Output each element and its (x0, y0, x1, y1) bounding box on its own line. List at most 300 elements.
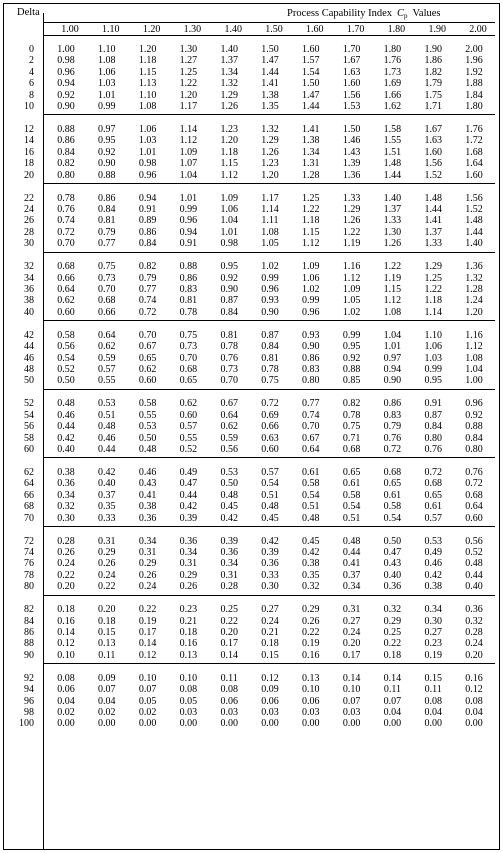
value-cell: 1.06 (98, 66, 116, 78)
value-cell: 1.01 (179, 192, 198, 204)
table-row (4, 638, 499, 649)
value-cell: 0.03 (179, 706, 198, 718)
table-row (4, 307, 499, 318)
table-row (4, 718, 499, 729)
value-cell: 0.08 (465, 695, 483, 707)
value-cell: 0.84 (220, 306, 238, 318)
value-cell: 1.15 (138, 66, 157, 78)
value-cell: 0.10 (342, 684, 361, 696)
delta-cell: 14 (24, 135, 34, 147)
value-cell: 0.95 (220, 261, 238, 273)
column-header: 1.90 (428, 24, 446, 35)
value-cell: 1.18 (302, 215, 320, 227)
value-cell: 0.33 (98, 512, 116, 524)
value-cell: 1.02 (302, 283, 320, 295)
value-cell: 0.38 (57, 467, 75, 478)
value-cell: 0.48 (57, 398, 75, 410)
value-cell: 0.19 (302, 638, 320, 650)
value-cell: 0.10 (57, 649, 75, 661)
value-cell: 0.44 (465, 569, 483, 581)
value-cell: 0.18 (261, 638, 279, 650)
value-cell: 0.24 (98, 569, 116, 581)
value-cell: 0.73 (98, 272, 116, 284)
value-cell: 0.78 (220, 341, 238, 353)
value-cell: 1.55 (383, 135, 402, 147)
value-cell: 0.99 (98, 101, 116, 112)
value-cell: 0.38 (424, 581, 442, 593)
value-cell: 0.47 (383, 546, 402, 558)
value-cell: 0.40 (383, 569, 402, 581)
value-cell: 0.76 (383, 432, 402, 444)
value-cell: 0.21 (261, 626, 279, 638)
delta-cell: 50 (24, 375, 34, 387)
value-cell: 0.44 (342, 546, 361, 558)
value-cell: 0.54 (342, 501, 361, 513)
value-cell: 0.90 (98, 158, 116, 170)
value-cell: 0.68 (57, 261, 75, 273)
value-cell: 0.59 (98, 352, 116, 364)
delta-cell: 34 (24, 272, 34, 284)
value-cell: 0.47 (179, 478, 198, 490)
value-cell: 0.34 (220, 558, 238, 570)
value-cell: 1.32 (220, 78, 238, 90)
delta-cell: 46 (24, 352, 34, 364)
value-cell: 0.83 (383, 409, 402, 421)
value-cell: 0.14 (138, 638, 157, 650)
value-cell: 0.22 (302, 626, 320, 638)
value-cell: 0.20 (342, 638, 361, 650)
value-cell: 0.79 (138, 272, 157, 284)
value-cell: 0.92 (220, 272, 238, 284)
value-cell: 0.57 (424, 512, 442, 524)
value-cell: 0.42 (261, 535, 279, 547)
value-cell: 1.63 (424, 135, 442, 147)
table-row (4, 444, 499, 455)
table-row (4, 684, 499, 695)
value-cell: 1.60 (465, 169, 483, 181)
value-cell: 0.35 (302, 569, 320, 581)
value-cell: 0.36 (465, 604, 483, 616)
table-row (4, 158, 499, 169)
value-cell: 1.57 (302, 55, 320, 67)
value-cell: 0.36 (383, 581, 402, 593)
value-cell: 0.36 (179, 535, 198, 547)
value-cell: 0.00 (424, 718, 442, 730)
value-cell: 0.70 (57, 238, 75, 250)
value-cell: 0.76 (57, 203, 75, 215)
value-cell: 0.92 (465, 409, 483, 421)
value-cell: 0.81 (220, 329, 238, 341)
value-cell: 0.18 (383, 649, 402, 661)
value-cell: 0.98 (220, 238, 238, 250)
value-cell: 0.75 (179, 329, 198, 341)
delta-cell: 54 (24, 409, 34, 421)
value-cell: 1.34 (302, 146, 320, 158)
value-cell: 0.18 (57, 604, 75, 616)
value-cell: 0.10 (179, 672, 198, 684)
value-cell: 1.67 (342, 55, 361, 67)
value-cell: 0.78 (261, 363, 279, 375)
value-cell: 1.23 (261, 158, 279, 170)
table-row (4, 558, 499, 569)
value-cell: 0.30 (57, 512, 75, 524)
value-cell: 1.51 (383, 146, 402, 158)
value-cell: 0.37 (342, 569, 361, 581)
value-cell: 0.66 (98, 306, 116, 318)
group-separator (44, 663, 495, 664)
delta-cell: 40 (24, 306, 34, 318)
delta-cell: 92 (24, 672, 34, 684)
value-cell: 1.54 (302, 66, 320, 78)
value-cell: 1.09 (179, 146, 198, 158)
value-cell: 0.31 (179, 558, 198, 570)
value-cell: 1.06 (138, 124, 157, 135)
value-cell: 0.96 (138, 169, 157, 181)
delta-cell: 16 (24, 146, 34, 158)
value-cell: 0.62 (220, 421, 238, 433)
value-cell: 1.60 (302, 44, 320, 55)
value-cell: 1.18 (138, 55, 157, 67)
value-cell: 1.29 (424, 261, 442, 273)
value-cell: 0.09 (261, 684, 279, 696)
value-cell: 1.00 (465, 375, 483, 387)
value-cell: 1.88 (465, 78, 483, 90)
value-cell: 0.46 (57, 409, 75, 421)
value-cell: 0.12 (138, 649, 157, 661)
value-cell: 1.52 (424, 169, 442, 181)
value-cell: 1.17 (261, 192, 279, 204)
value-cell: 0.10 (138, 672, 157, 684)
value-cell: 0.91 (138, 203, 157, 215)
value-cell: 0.36 (220, 546, 238, 558)
value-cell: 0.48 (465, 558, 483, 570)
value-cell: 0.49 (424, 546, 442, 558)
header-rule-bottom (44, 35, 495, 36)
value-cell: 0.51 (302, 501, 320, 513)
value-cell: 0.48 (98, 421, 116, 433)
table-row (4, 627, 499, 638)
value-cell: 1.56 (342, 89, 361, 101)
value-cell: 1.12 (179, 135, 198, 147)
value-cell: 0.62 (138, 363, 157, 375)
delta-cell: 44 (24, 341, 34, 353)
value-cell: 0.24 (261, 615, 279, 627)
value-cell: 0.00 (465, 718, 483, 730)
value-cell: 1.50 (342, 124, 361, 135)
value-cell: 0.44 (57, 421, 75, 433)
value-cell: 1.20 (261, 169, 279, 181)
value-cell: 1.24 (465, 295, 483, 307)
value-cell: 0.64 (57, 283, 75, 295)
table-row (4, 67, 499, 78)
value-cell: 1.36 (465, 261, 483, 273)
value-cell: 0.31 (98, 535, 116, 547)
value-cell: 0.50 (57, 375, 75, 387)
delta-cell: 32 (24, 261, 34, 273)
value-cell: 1.20 (465, 306, 483, 318)
delta-cell: 76 (24, 558, 34, 570)
value-cell: 0.45 (302, 535, 320, 547)
value-cell: 0.61 (302, 467, 320, 478)
table-row (4, 433, 499, 444)
value-cell: 0.34 (57, 489, 75, 501)
delta-cell: 22 (24, 192, 34, 204)
value-cell: 0.00 (342, 718, 361, 730)
capability-table (3, 3, 500, 850)
table-row (4, 170, 499, 181)
value-cell: 0.00 (383, 718, 402, 730)
value-cell: 1.33 (342, 192, 361, 204)
value-cell: 0.64 (302, 443, 320, 455)
column-header: 1.10 (102, 24, 120, 35)
table-row (4, 90, 499, 101)
value-cell: 1.41 (424, 215, 442, 227)
value-cell: 0.03 (261, 706, 279, 718)
table-row (4, 467, 499, 478)
value-cell: 0.34 (138, 535, 157, 547)
delta-cell: 78 (24, 569, 34, 581)
table-row (4, 227, 499, 238)
value-cell: 0.60 (465, 512, 483, 524)
value-cell: 0.28 (465, 626, 483, 638)
value-cell: 0.13 (302, 672, 320, 684)
value-cell: 0.99 (179, 203, 198, 215)
value-cell: 0.95 (424, 375, 442, 387)
value-cell: 0.53 (98, 398, 116, 410)
value-cell: 1.22 (424, 283, 442, 295)
table-row (4, 673, 499, 684)
value-cell: 1.08 (261, 226, 279, 238)
value-cell: 0.37 (98, 489, 116, 501)
value-cell: 0.54 (383, 512, 402, 524)
value-cell: 0.42 (424, 569, 442, 581)
value-cell: 0.38 (138, 501, 157, 513)
value-cell: 1.04 (465, 363, 483, 375)
value-cell: 0.88 (98, 169, 116, 181)
value-cell: 1.15 (302, 226, 320, 238)
group-separator (44, 320, 495, 321)
delta-cell: 88 (24, 638, 34, 650)
value-cell: 1.82 (424, 66, 442, 78)
delta-cell: 84 (24, 615, 34, 627)
value-cell: 0.03 (342, 706, 361, 718)
table-row (4, 707, 499, 718)
value-cell: 1.26 (383, 238, 402, 250)
value-cell: 0.08 (220, 684, 238, 696)
value-cell: 1.41 (261, 78, 279, 90)
value-cell: 0.11 (220, 672, 238, 684)
value-cell: 0.78 (342, 409, 361, 421)
value-cell: 0.74 (138, 295, 157, 307)
value-cell: 0.14 (57, 626, 75, 638)
value-cell: 0.68 (179, 363, 198, 375)
value-cell: 0.55 (98, 375, 116, 387)
value-cell: 0.86 (179, 272, 198, 284)
value-cell: 0.66 (261, 421, 279, 433)
value-cell: 1.67 (424, 124, 442, 135)
value-cell: 0.98 (138, 158, 157, 170)
table-row (4, 353, 499, 364)
value-cell: 0.56 (465, 535, 483, 547)
value-cell: 1.12 (465, 341, 483, 353)
value-cell: 0.07 (383, 695, 402, 707)
value-cell: 0.49 (179, 467, 198, 478)
value-cell: 0.03 (220, 706, 238, 718)
value-cell: 0.53 (220, 467, 238, 478)
value-cell: 0.56 (57, 341, 75, 353)
table-row (4, 570, 499, 581)
table-row (4, 330, 499, 341)
value-cell: 0.05 (138, 695, 157, 707)
value-cell: 1.35 (261, 101, 279, 112)
value-cell: 0.20 (220, 626, 238, 638)
value-cell: 0.73 (179, 341, 198, 353)
value-cell: 1.05 (342, 295, 361, 307)
value-cell: 0.92 (342, 352, 361, 364)
value-cell: 0.74 (57, 215, 75, 227)
value-cell: 0.64 (220, 409, 238, 421)
value-cell: 0.57 (179, 421, 198, 433)
table-row (4, 273, 499, 284)
value-cell: 1.02 (261, 261, 279, 273)
value-cell: 1.84 (465, 89, 483, 101)
value-cell: 1.25 (179, 66, 198, 78)
value-cell: 0.70 (220, 375, 238, 387)
value-cell: 0.34 (342, 581, 361, 593)
value-cell: 0.91 (179, 238, 198, 250)
column-header: 1.70 (346, 24, 365, 35)
value-cell: 0.65 (424, 489, 442, 501)
value-cell: 0.81 (98, 215, 116, 227)
table-row (4, 650, 499, 661)
value-cell: 1.38 (261, 89, 279, 101)
value-cell: 1.37 (424, 226, 442, 238)
value-cell: 0.82 (57, 158, 75, 170)
value-cell: 0.18 (98, 615, 116, 627)
value-cell: 1.12 (383, 295, 402, 307)
value-cell: 0.21 (179, 615, 198, 627)
value-cell: 0.02 (138, 706, 157, 718)
value-cell: 0.91 (424, 398, 442, 410)
value-cell: 0.65 (138, 352, 157, 364)
value-cell: 1.96 (465, 55, 483, 67)
value-cell: 1.36 (342, 169, 361, 181)
value-cell: 0.79 (383, 421, 402, 433)
value-cell: 0.27 (342, 615, 361, 627)
value-cell: 0.88 (342, 363, 361, 375)
value-cell: 1.56 (424, 158, 442, 170)
value-cell: 0.06 (220, 695, 238, 707)
column-header: 1.20 (142, 24, 161, 35)
value-cell: 0.39 (261, 546, 279, 558)
value-cell: 0.45 (261, 512, 279, 524)
value-cell: 1.20 (179, 89, 198, 101)
value-cell: 1.69 (383, 78, 402, 90)
value-cell: 1.60 (424, 146, 442, 158)
value-cell: 0.17 (220, 638, 238, 650)
value-cell: 0.31 (342, 604, 361, 616)
table-row (4, 604, 499, 615)
value-cell: 0.68 (465, 489, 483, 501)
value-cell: 1.46 (342, 135, 361, 147)
table-row (4, 616, 499, 627)
value-cell: 1.14 (424, 306, 442, 318)
value-cell: 0.32 (383, 604, 402, 616)
table-row (4, 398, 499, 409)
value-cell: 1.01 (98, 89, 116, 101)
value-cell: 0.75 (342, 421, 361, 433)
value-cell: 0.02 (57, 706, 75, 718)
value-cell: 0.65 (342, 467, 361, 478)
value-cell: 1.25 (302, 192, 320, 204)
value-cell: 0.17 (138, 626, 157, 638)
value-cell: 0.38 (302, 558, 320, 570)
value-cell: 0.68 (424, 478, 442, 490)
value-cell: 1.06 (424, 341, 442, 353)
delta-cell: 4 (29, 66, 34, 78)
delta-cell: 48 (24, 363, 34, 375)
value-cell: 0.72 (424, 467, 442, 478)
value-cell: 0.72 (57, 226, 75, 238)
value-cell: 0.88 (179, 261, 198, 273)
table-row (4, 696, 499, 707)
value-cell: 1.04 (220, 215, 238, 227)
value-cell: 0.68 (383, 467, 402, 478)
value-cell: 0.80 (465, 443, 483, 455)
value-cell: 1.26 (342, 215, 361, 227)
value-cell: 0.27 (261, 604, 279, 616)
value-cell: 1.03 (424, 352, 442, 364)
value-cell: 0.10 (302, 684, 320, 696)
delta-cell: 10 (24, 101, 34, 112)
value-cell: 0.92 (57, 89, 75, 101)
value-cell: 1.44 (261, 66, 279, 78)
value-cell: 1.90 (424, 44, 442, 55)
value-cell: 0.57 (98, 363, 116, 375)
value-cell: 1.40 (220, 44, 238, 55)
value-cell: 0.11 (383, 684, 401, 696)
value-cell: 1.80 (383, 44, 402, 55)
value-cell: 1.70 (342, 44, 361, 55)
value-cell: 0.02 (98, 706, 116, 718)
value-cell: 0.93 (261, 295, 279, 307)
value-cell: 1.60 (342, 78, 361, 90)
value-cell: 0.46 (138, 467, 157, 478)
value-cell: 0.20 (57, 581, 75, 593)
value-cell: 0.86 (383, 398, 402, 410)
value-cell: 0.88 (57, 124, 75, 135)
value-cell: 1.25 (424, 272, 442, 284)
value-cell: 0.82 (138, 261, 157, 273)
delta-cell: 58 (24, 432, 34, 444)
delta-cell: 6 (29, 78, 34, 90)
value-cell: 1.73 (383, 66, 402, 78)
value-cell: 1.01 (138, 146, 157, 158)
value-cell: 1.30 (383, 226, 402, 238)
value-cell: 0.92 (98, 146, 116, 158)
value-cell: 1.19 (342, 238, 361, 250)
value-cell: 1.44 (383, 169, 402, 181)
value-cell: 0.84 (465, 432, 483, 444)
value-cell: 1.15 (383, 283, 402, 295)
table-row (4, 364, 499, 375)
delta-cell: 64 (24, 478, 34, 490)
value-cell: 0.96 (465, 398, 483, 410)
value-cell: 1.39 (342, 158, 361, 170)
value-cell: 1.48 (424, 192, 442, 204)
table-row (4, 44, 499, 55)
value-cell: 0.60 (57, 306, 75, 318)
